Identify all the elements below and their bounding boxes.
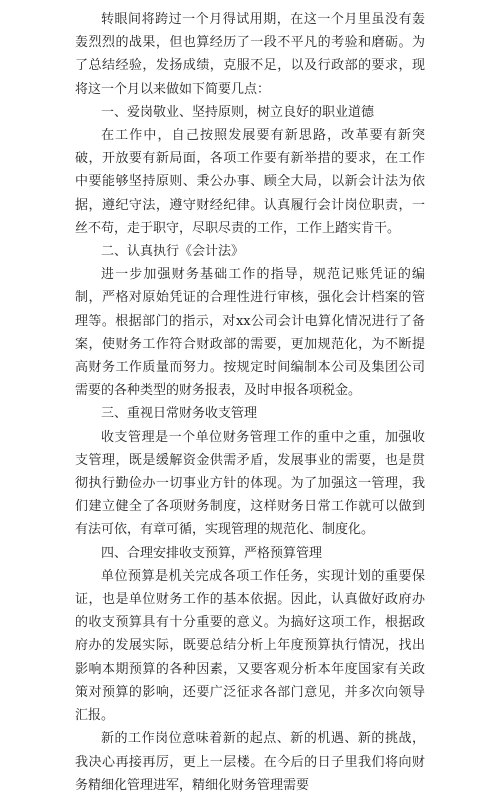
section-paragraph-2: 进一步加强财务基础工作的指导，规范记账凭证的编制，严格对原始凭证的合理性进行审核，强化会计档案的管理等。根据部门的指示，对xx公司会计电算化情况进行了备案，使财务工作符合财政部的需要，更加规范化，为不断提高财务工作质量而努力。按规定时间编制本公司及集团公司需要的各种类型的财务报表，及时申报各项税金。	[75, 267, 425, 399]
section-heading-1: 一、爱岗敬业、坚持原则，树立良好的职业道德	[101, 104, 375, 120]
section-paragraph-4: 单位预算是机关完成各项工作任务，实现计划的重要保证，也是单位财务工作的基本依据。因此，认真做好政府办的收支预算具有十分重要的意义。为搞好这项工作，根据政府办的发展实际，既要总结分析上年度预算执行情况，找出影响本期预算的各种因素，又要客观分析本年度国家有关政策对预算的影响，还要广泛征求各部门意见，并多次向领导汇报。	[75, 568, 425, 724]
document-body	[75, 8, 425, 797]
intro-paragraph: 转眼间将跨过一个月得试用期，在这一个月里虽没有轰轰烈烈的战果，但也算经历了一段不平凡的考验和磨砺。为了总结经验，发扬成绩，克服不足，以及行政部的要求，现将这一个月以来做如下简要几点：	[75, 12, 425, 97]
section-heading-3: 三、重视日常财务收支管理	[101, 406, 258, 422]
section-heading-4: 四、合理安排收支预算，严格预算管理	[101, 545, 323, 561]
section-heading-2: 二、认真执行《会计法》	[101, 244, 245, 260]
section-paragraph-1: 在工作中，自己按照发展要有新思路，改革要有新突破，开放要有新局面，各项工作要有新举措的要求，在工作中要能够坚持原则、秉公办事、顾全大局，以新会计法为依据，遵纪守法，遵守财经纪律。认真履行会计岗位职责，一丝不苟，走于职守，尽职尽责的工作，工作上踏实肯干。	[75, 128, 425, 236]
section-paragraph-3: 收支管理是一个单位财务管理工作的重中之重，加强收支管理，既是缓解资金供需矛盾，发展事业的需要，也是贯彻执行勤俭办一切事业方针的体现。为了加强这一管理，我们建立健全了各项财务制度，这样财务日常工作就可以做到有法可依，有章可循，实现管理的规范化、制度化。	[75, 429, 425, 538]
closing-paragraph: 新的工作岗位意味着新的起点、新的机遇、新的挑战，我决心再接再厉，更上一层楼。在今后的日子里我们将向财务精细化管理进军，精细化财务管理需要	[75, 731, 425, 793]
